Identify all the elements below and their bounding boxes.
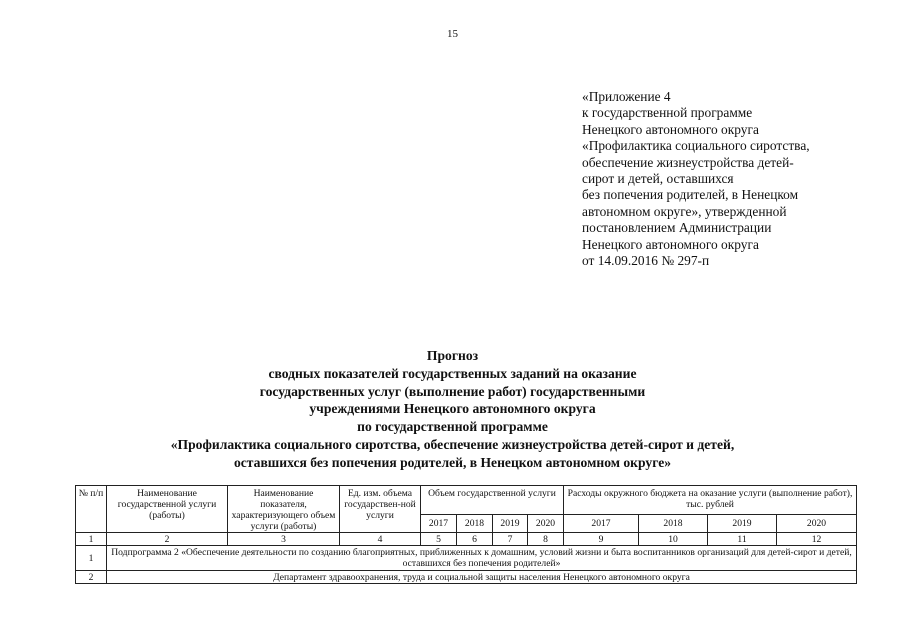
header-expense-year: 2018 [639, 515, 708, 533]
header-indicator-name: Наименование показателя, характеризующего объем услуги (работы) [228, 486, 340, 533]
header-service-name: Наименование государственной услуги (работы) [107, 486, 228, 533]
column-number: 11 [708, 533, 777, 546]
header-num: № п/п [76, 486, 107, 533]
appendix-line: «Профилактика социального сиротства, [582, 138, 810, 154]
header-volume-year: 2019 [493, 515, 528, 533]
header-volume-year: 2020 [528, 515, 564, 533]
subprogram-cell: Подпрограмма 2 «Обеспечение деятельности по созданию благоприятных, приближенных к домашним, условий жизни и быта воспитанников организаций для детей-сирот и детей, оставшихся без попечения родителей» [107, 546, 857, 571]
appendix-line: к государственной программе [582, 105, 753, 121]
appendix-line: «Приложение 4 [582, 89, 671, 104]
column-number: 8 [528, 533, 564, 546]
header-volume-year: 2017 [421, 515, 457, 533]
column-number: 10 [639, 533, 708, 546]
row-number: 2 [76, 571, 107, 584]
page-number: 15 [447, 28, 458, 40]
header-expense-year: 2020 [777, 515, 857, 533]
header-expense-group: Расходы окружного бюджета на оказание услуги (выполнение работ), тыс. рублей [564, 486, 857, 515]
title-line: учреждениями Ненецкого автономного округа [309, 401, 596, 417]
column-number: 2 [107, 533, 228, 546]
appendix-line: Ненецкого автономного округа [582, 236, 759, 252]
column-number: 6 [457, 533, 493, 546]
document-title [0, 347, 905, 472]
header-expense-year: 2017 [564, 515, 639, 533]
table-row [76, 546, 857, 571]
title-line: сводных показателей государственных заданий на оказание [268, 365, 637, 381]
appendix-line: обеспечение жизнеустройства детей- [582, 154, 794, 170]
appendix-note [582, 89, 810, 269]
title-line: по государственной программе [357, 419, 548, 435]
title-line: оставшихся без попечения родителей, в Ненецком автономном округе» [233, 454, 672, 470]
header-volume-group: Объем государственной услуги [421, 486, 564, 515]
title-line: «Профилактика социального сиротства, обеспечение жизнеустройства детей-сирот и детей, [170, 436, 735, 452]
header-expense-year: 2019 [708, 515, 777, 533]
row-number: 1 [76, 546, 107, 571]
appendix-line: постановлением Администрации [582, 220, 772, 236]
column-number: 9 [564, 533, 639, 546]
forecast-table [75, 485, 857, 584]
appendix-line: от 14.09.2016 № 297-п [582, 253, 710, 269]
column-number: 7 [493, 533, 528, 546]
appendix-line: Ненецкого автономного округа [582, 121, 759, 137]
appendix-line: без попечения родителей, в Ненецком [582, 187, 799, 203]
column-number: 1 [76, 533, 107, 546]
column-number: 5 [421, 533, 457, 546]
title-line: государственных услуг (выполнение работ) государственными [259, 383, 646, 399]
department-cell: Департамент здравоохранения, труда и социальной защиты населения Ненецкого автономного округа [107, 571, 857, 584]
column-number: 4 [340, 533, 421, 546]
header-volume-year: 2018 [457, 515, 493, 533]
appendix-line: автономном округе», утвержденной [582, 203, 787, 219]
appendix-line: сирот и детей, оставшихся [582, 171, 734, 187]
table-row [76, 571, 857, 584]
header-unit: Ед. изм. объема государствен-ной услуги [340, 486, 421, 533]
title-line: Прогноз [426, 348, 479, 363]
column-number: 12 [777, 533, 857, 546]
column-number: 3 [228, 533, 340, 546]
